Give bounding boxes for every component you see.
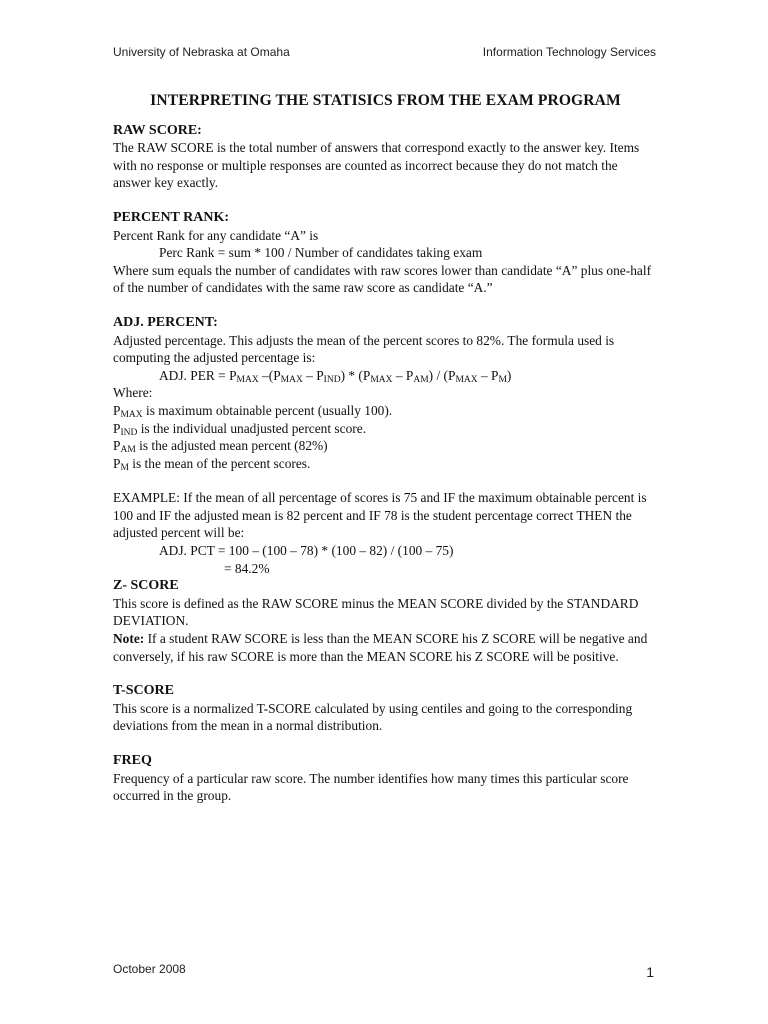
adj-percent-example: EXAMPLE: If the mean of all percentage of scores is 75 and IF the maximum obtainable percent is 100 and IF the adjusted mean is 82 percent and IF 78 is the student percentage correct THEN the adjusted percent will be: <box>113 490 647 541</box>
raw-score-heading: RAW SCORE: <box>113 122 202 138</box>
freq-body: Frequency of a particular raw score. The number identifies how many times this particular score occurred in the group. <box>113 770 629 804</box>
page-title: INTERPRETING THE STATISICS FROM THE EXAM PROGRAM <box>150 92 621 109</box>
example-result: = 84.2% <box>224 560 270 576</box>
adj-percent-formula: ADJ. PER = $P_{MAX}$ $-(P_{MAX} - P_{IND}) * (P_{MAX} - P_{AM}) / (P_{MAX} - P_M)$ <box>159 367 512 385</box>
adj-percent-body: Adjusted percentage. This adjusts the mean of the percent scores to 82%. The formula used is computing the adjusted percentage is: <box>113 332 615 366</box>
percent-rank-formula: Perc Rank = sum * 100 / Number of candidates taking exam <box>159 245 483 261</box>
header-institution: University of Nebraska at Omaha <box>113 45 290 59</box>
raw-score-body: The RAW SCORE is the total number of answers that correspond exactly to the answer key. Items with no response or multiple responses are counted as incorrect because they do not match the answer key exactly. <box>113 140 640 191</box>
section-freq <box>113 752 658 805</box>
example-formula: ADJ. PCT = 100 – (100 – 78) * (100 – 82) / (100 – 75) <box>159 543 454 559</box>
section-adj-percent <box>113 314 658 577</box>
page-number: 1 <box>646 964 654 980</box>
z-score-body: This score is defined as the RAW SCORE minus the MEAN SCORE divided by the STANDARD DEVIATION. <box>113 595 639 629</box>
note-body: If a student RAW SCORE is less than the MEAN SCORE his Z SCORE will be negative and conversely, if his raw SCORE is more than the MEAN SCORE his Z SCORE will be positive. <box>113 631 648 664</box>
def-pm: $P_M$ is the mean of the percent scores. <box>113 455 311 473</box>
footer-date: October 2008 <box>113 962 186 976</box>
def-pmax: $P_{MAX}$ is maximum obtainable percent (usually 100). <box>113 402 393 420</box>
t-score-heading: T-SCORE <box>113 683 174 699</box>
def-pind: $P_{IND}$ is the individual unadjusted percent score. <box>113 420 367 438</box>
adj-percent-heading: ADJ. PERCENT: <box>113 314 218 330</box>
section-t-score <box>113 682 658 735</box>
z-score-heading: Z- SCORE <box>113 578 179 594</box>
freq-heading: FREQ <box>113 753 152 768</box>
section-percent-rank <box>113 209 658 297</box>
note-label: Note: <box>113 631 145 647</box>
document-body <box>113 92 658 805</box>
z-score-note <box>113 630 658 665</box>
percent-rank-body: Where sum equals the number of candidates with raw scores lower than candidate “A” plus one-half of the number of candidates with the same raw score as candidate “A.” <box>113 262 652 296</box>
header-department: Information Technology Services <box>482 45 656 59</box>
def-pam: $P_{AM}$ is the adjusted mean percent (82%) <box>113 438 328 456</box>
adj-percent-where: Where: <box>113 385 153 401</box>
t-score-body: This score is a normalized T-SCORE calculated by using centiles and going to the corresponding deviations from the mean in a normal distribution. <box>113 700 633 734</box>
section-z-score <box>113 577 658 665</box>
section-raw-score <box>113 122 658 192</box>
percent-rank-heading: PERCENT RANK: <box>113 209 230 225</box>
percent-rank-intro: Percent Rank for any candidate “A” is <box>113 227 319 243</box>
